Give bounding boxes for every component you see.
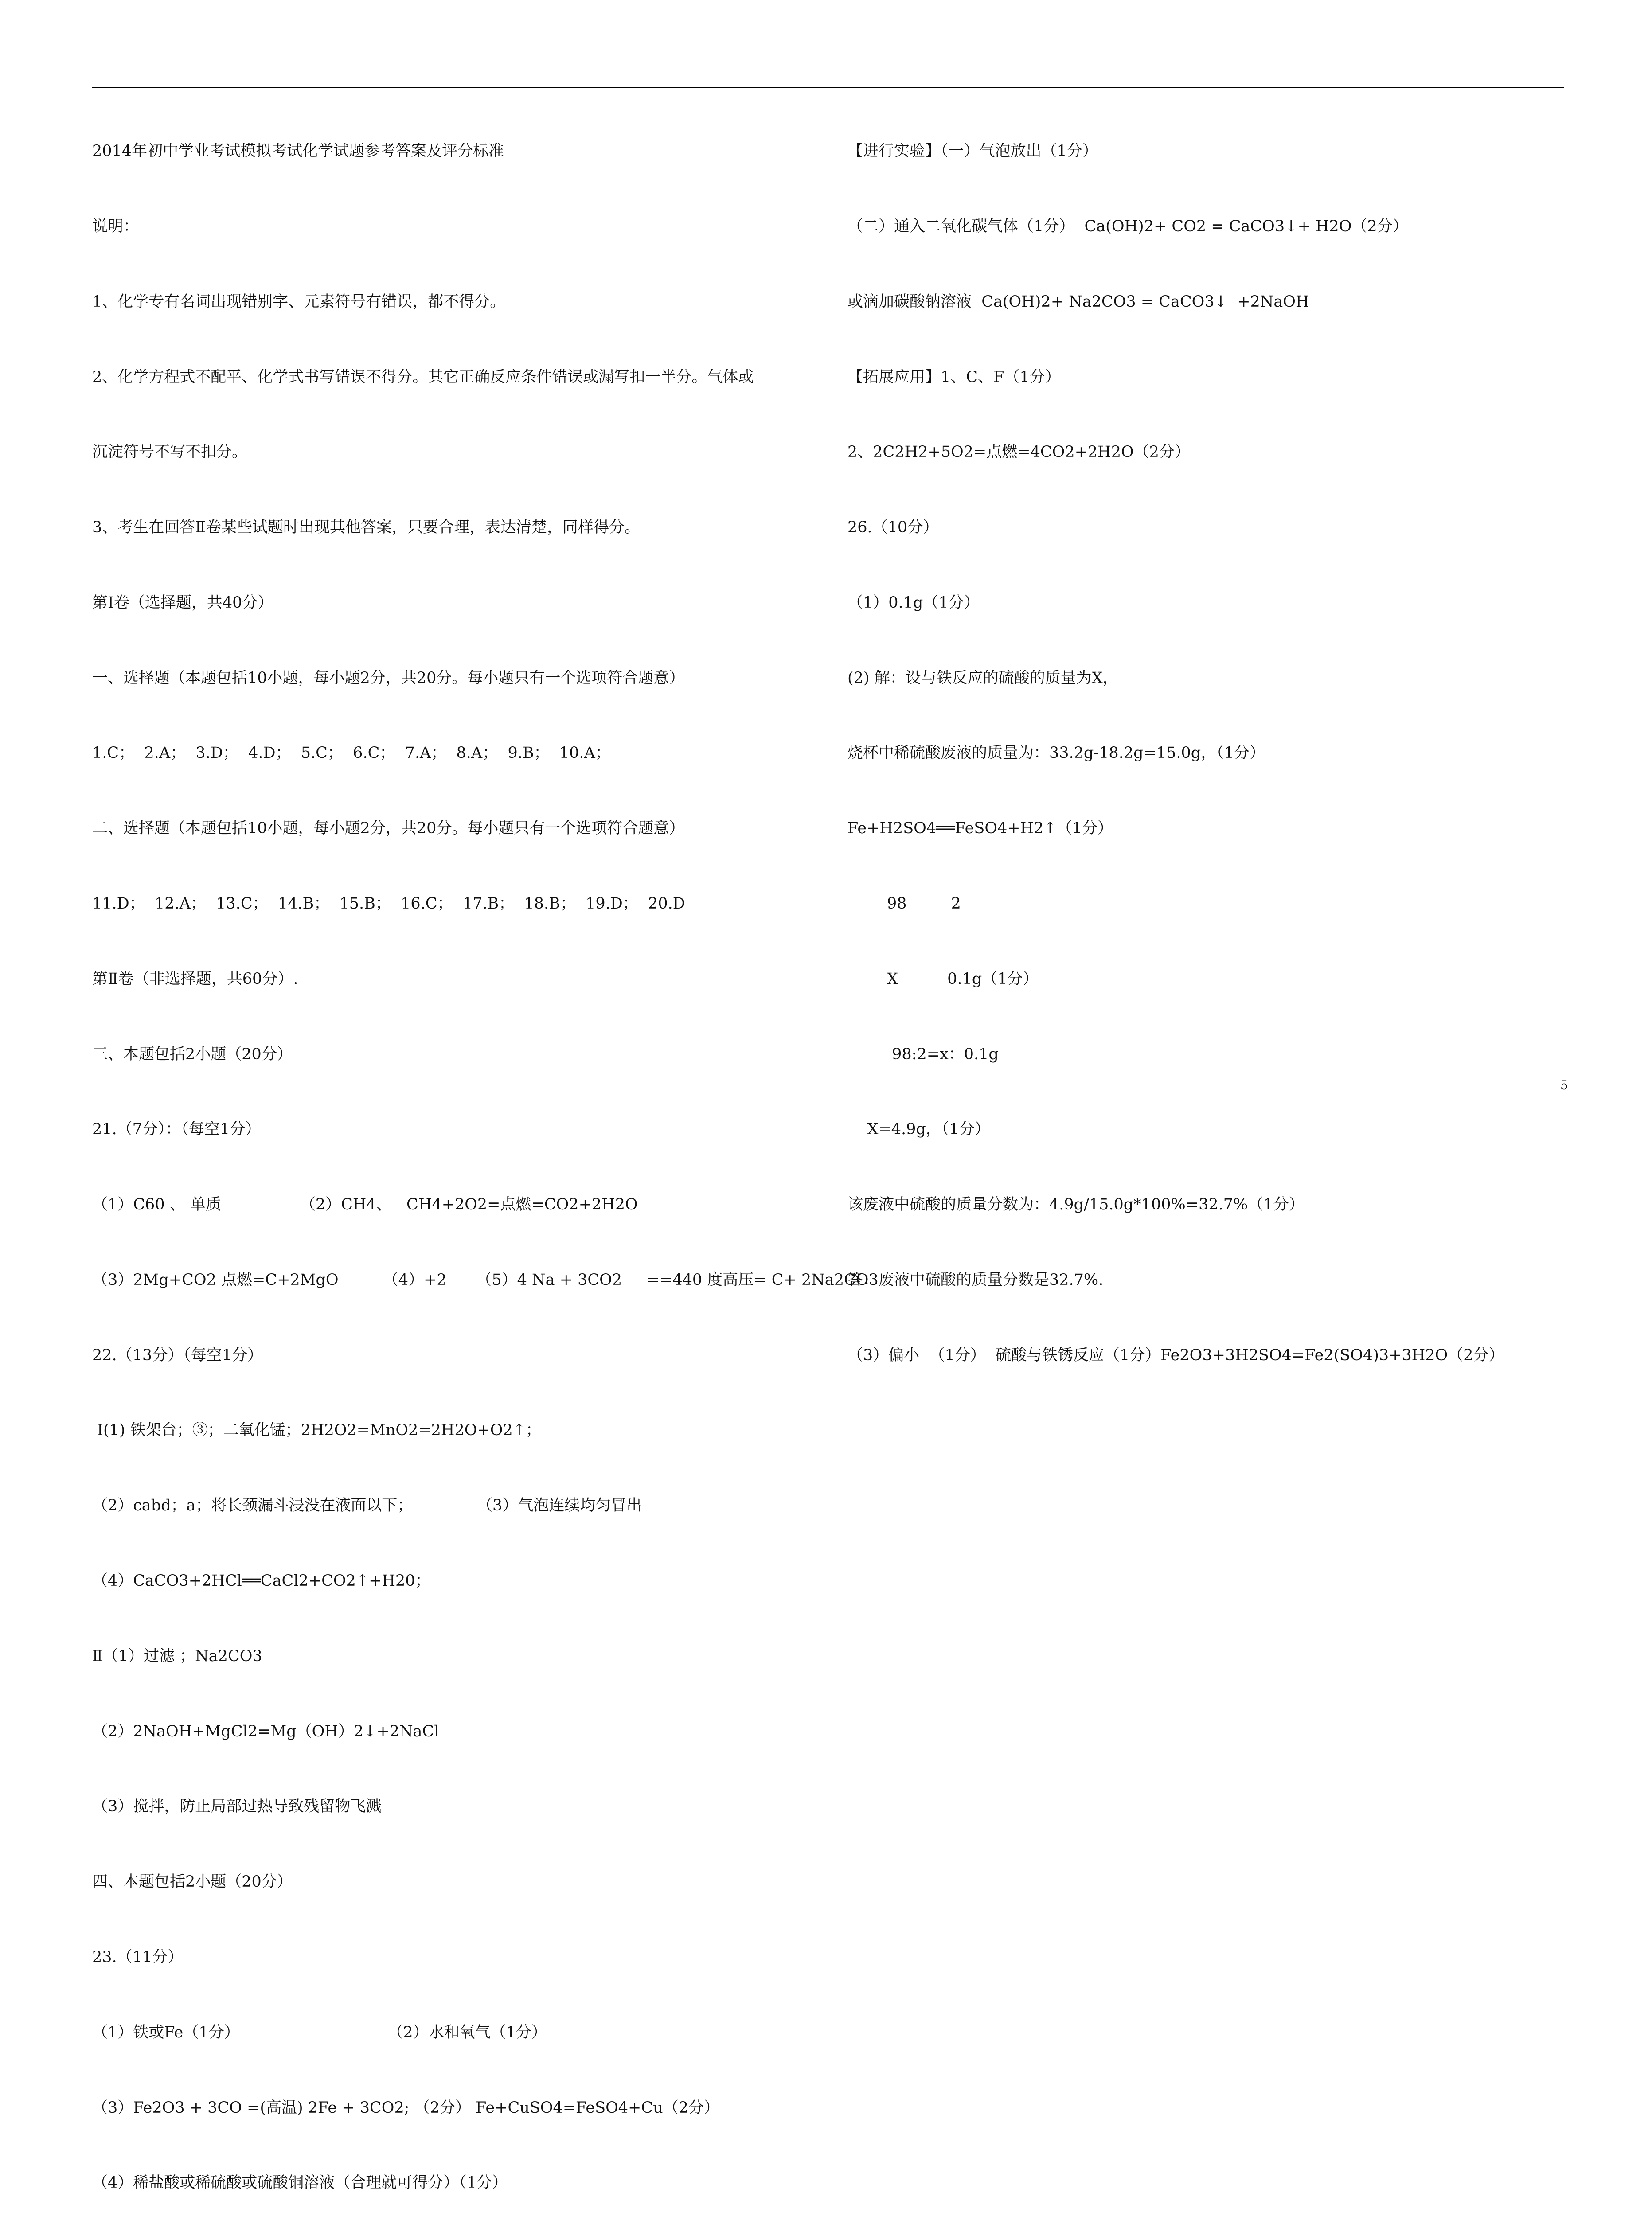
page-number: 5 — [1560, 1078, 1568, 1092]
answer-line: X 0.1g（1分） — [847, 970, 1039, 988]
answer-line: （二）通入二氧化碳气体（1分） Ca(OH)2+ CO2 = CaCO3↓+ H2O（2分） — [847, 217, 1408, 235]
section-heading: 四、本题包括2小题（20分） — [92, 1873, 293, 1891]
answer-line: 11.D； 12.A； 13.C； 14.B； 15.B； 16.C； 17.B； 18.B； 19.D； 20.D — [92, 895, 685, 913]
answer-line: （2）2NaOH+MgCl2=Mg（OH）2↓+2NaCl — [92, 1722, 439, 1740]
answer-line: Fe+H2SO4══FeSO4+H2↑（1分） — [847, 819, 1113, 838]
question-heading: 21.（7分）：（每空1分） — [92, 1120, 261, 1139]
answer-line: （4）CaCO3+2HCl══CaCl2+CO2↑+H20； — [92, 1572, 431, 1590]
text-line: 沉淀符号不写不扣分。 — [92, 443, 248, 461]
answer-line: 【拓展应用】1、C、F（1分） — [847, 368, 1061, 386]
text-line: 2、化学方程式不配平、化学式书写错误不得分。其它正确反应条件错误或漏写扣一半分。气体或 — [92, 368, 754, 386]
answer-line: 98 2 — [847, 895, 961, 913]
answer-line: 2、2C2H2+5O2=点燃=4CO2+2H2O（2分） — [847, 443, 1190, 461]
section-heading: 二、选择题（本题包括10小题，每小题2分，共20分。每小题只有一个选项符合题意） — [92, 819, 685, 838]
answer-line: （1）铁或Fe（1分） （2）水和氧气（1分） — [92, 2023, 547, 2041]
answer-line: Ⅱ（1）过滤 ；Na2CO3 — [92, 1647, 262, 1665]
answer-line: （3）Fe2O3 + 3CO =(高温) 2Fe + 3CO2; （2分） Fe+CuSO4=FeSO4+Cu（2分） — [92, 2099, 719, 2117]
section-heading: 第Ⅱ卷（非选择题，共60分）. — [92, 970, 298, 988]
answer-line: （2）cabd；a；将长颈漏斗浸没在液面以下； （3）气泡连续均匀冒出 — [92, 1497, 642, 1515]
answer-line: X=4.9g，（1分） — [847, 1120, 990, 1139]
answer-line: 【进行实验】（一）气泡放出（1分） — [847, 142, 1098, 160]
answer-line: （4）稀盐酸或稀硫酸或硫酸铜溶液（合理就可得分）（1分） — [92, 2174, 508, 2192]
answer-line: （3）2Mg+CO2 点燃=C+2MgO （4）+2 （5）4 Na + 3CO2 ==440 度高压= C+ 2Na2CO3 — [92, 1271, 879, 1289]
answer-line: 该废液中硫酸的质量分数为：4.9g/15.0g*100%=32.7%（1分） — [847, 1196, 1304, 1214]
section-heading: 一、选择题（本题包括10小题，每小题2分，共20分。每小题只有一个选项符合题意） — [92, 669, 685, 687]
left-column — [92, 89, 879, 2216]
answer-line: （3）偏小 （1分） 硫酸与铁锈反应（1分）Fe2O3+3H2SO4=Fe2(SO4)3+3H2O（2分） — [847, 1346, 1504, 1364]
answer-line: (2) 解：设与铁反应的硫酸的质量为X， — [847, 669, 1118, 687]
doc-title: 2014年初中学业考试模拟考试化学试题参考答案及评分标准 — [92, 142, 504, 160]
header-rule — [92, 87, 1564, 88]
answer-line: （1）0.1g（1分） — [847, 593, 980, 612]
answer-line: （3）搅拌，防止局部过热导致残留物飞溅 — [92, 1798, 382, 1816]
question-heading: 22.（13分）（每空1分） — [92, 1346, 263, 1364]
section-heading: 第Ⅰ卷（选择题，共40分） — [92, 593, 273, 612]
answer-line: 答：废液中硫酸的质量分数是32.7%. — [847, 1271, 1104, 1289]
section-heading: 三、本题包括2小题（20分） — [92, 1045, 293, 1063]
text-line: 1、化学专有名词出现错别字、元素符号有错误，都不得分。 — [92, 293, 506, 311]
answer-line: Ⅰ(1) 铁架台；③；二氧化锰；2H2O2=MnO2=2H2O+O2↑； — [92, 1421, 542, 1440]
answer-line: 或滴加碳酸钠溶液 Ca(OH)2+ Na2CO3 = CaCO3↓ +2NaOH — [847, 293, 1309, 311]
answer-line: 1.C； 2.A； 3.D； 4.D； 5.C； 6.C； 7.A； 8.A； 9.B； 10.A； — [92, 744, 611, 762]
text-line: 3、考生在回答Ⅱ卷某些试题时出现其他答案，只要合理，表达清楚，同样得分。 — [92, 519, 640, 537]
answer-line: （1）C60 、 单质 （2）CH4、 CH4+2O2=点燃=CO2+2H2O — [92, 1196, 638, 1214]
answer-line: 98:2=x：0.1g — [847, 1045, 999, 1063]
question-heading: 26.（10分） — [847, 519, 939, 537]
text-line: 说明： — [92, 217, 139, 235]
answer-line: 烧杯中稀硫酸废液的质量为：33.2g-18.2g=15.0g，（1分） — [847, 744, 1265, 762]
right-column — [847, 89, 1557, 1393]
question-heading: 23.（11分） — [92, 1948, 184, 1966]
